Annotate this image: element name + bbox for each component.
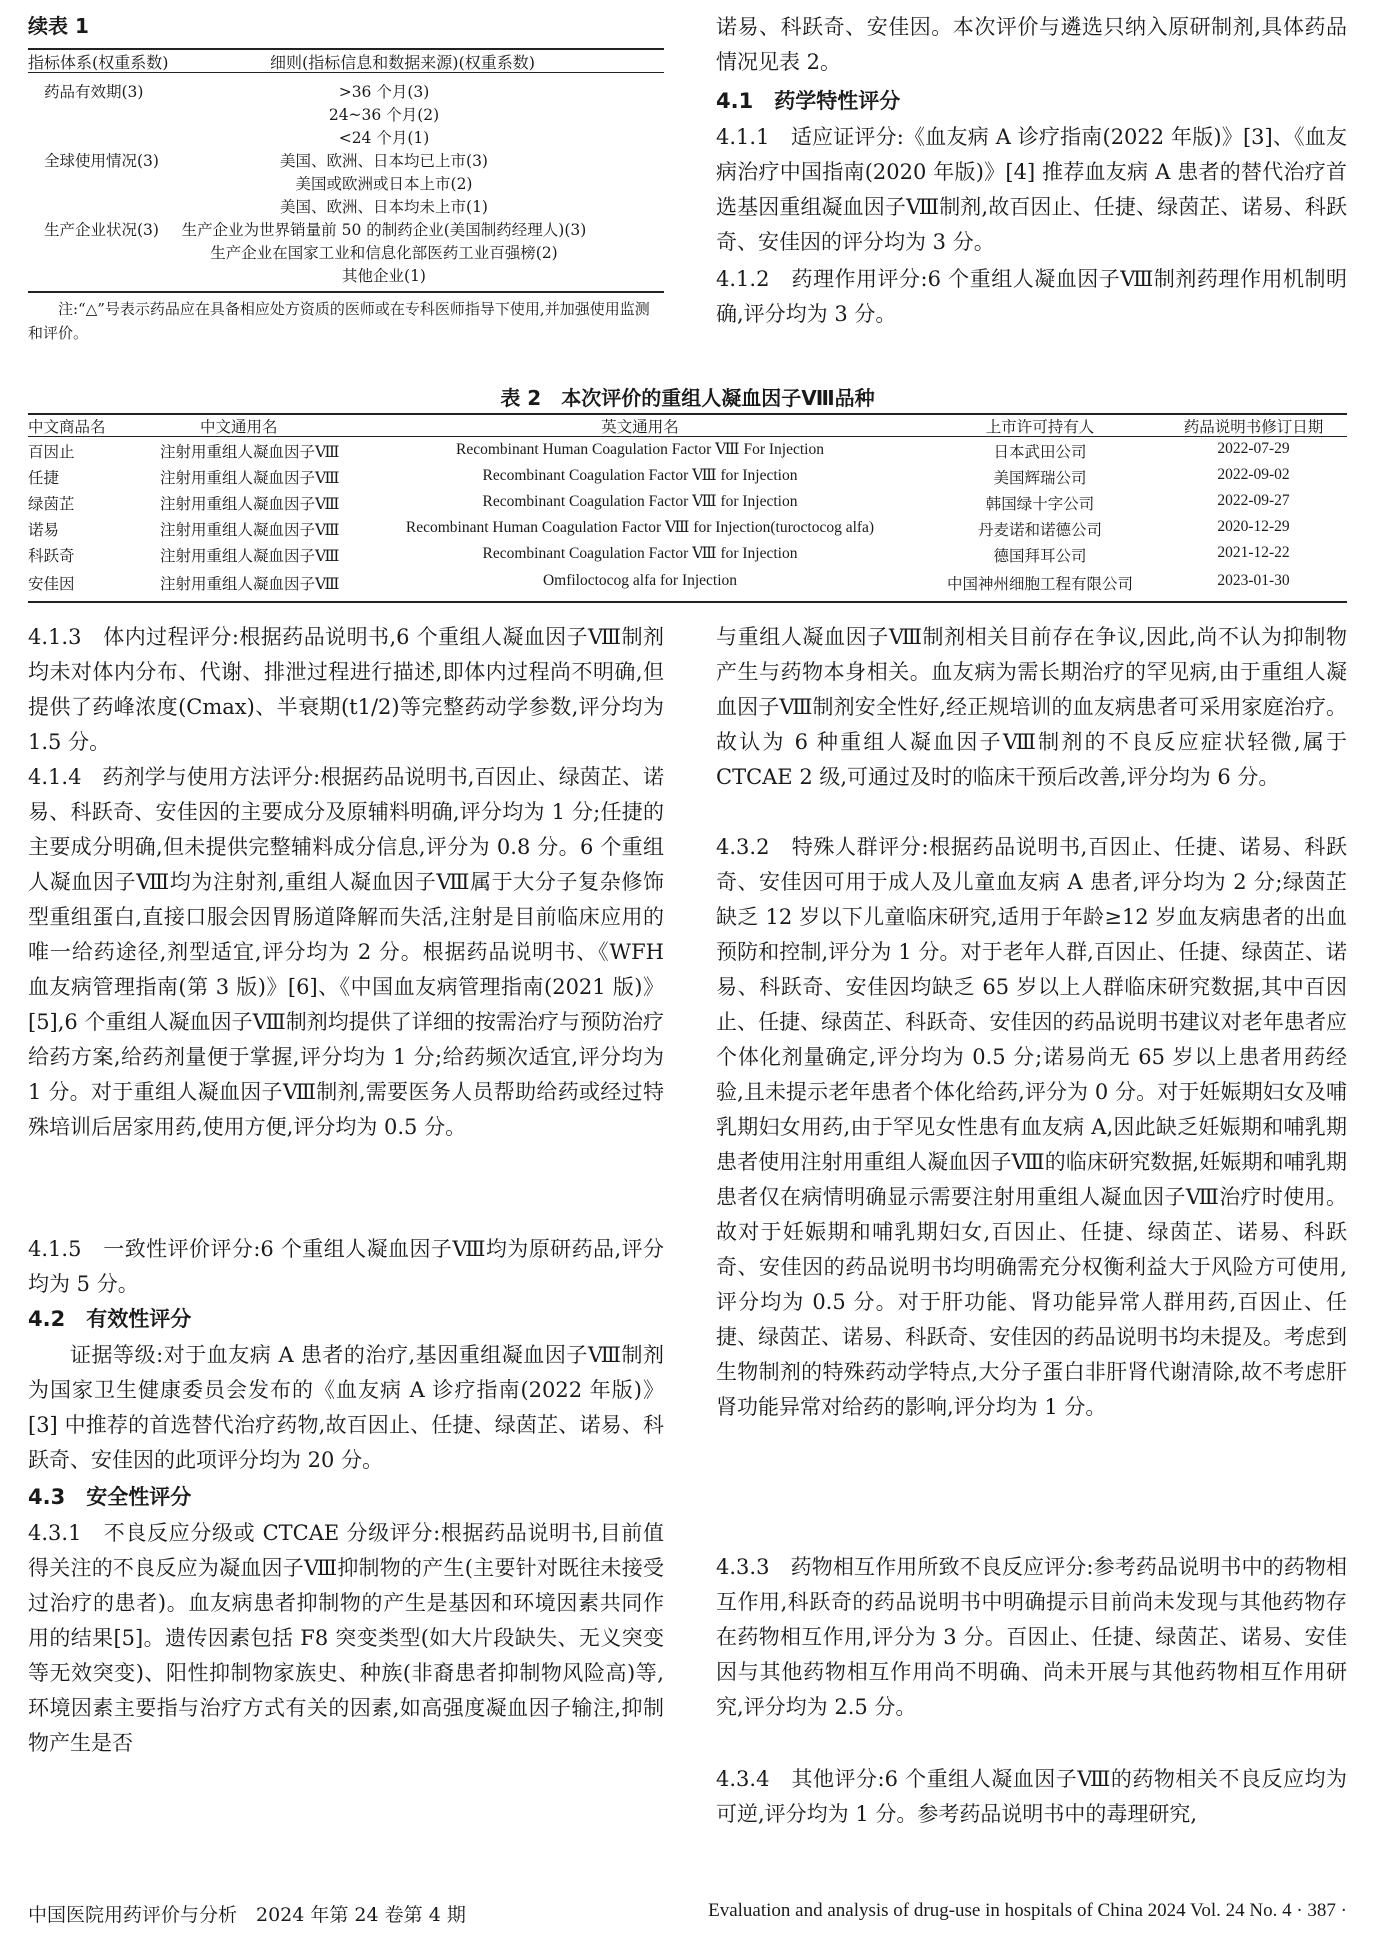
- table-rule: [28, 436, 1347, 437]
- section-heading: 4.3 安全性评分: [28, 1485, 192, 1509]
- table2-cell: 2023-01-30: [1217, 572, 1290, 589]
- paragraph: 4.1.1 适应证评分:《血友病 A 诊疗指南(2022 年版)》[3]、《血友病治疗中国指南(2020 年版)》[4] 推荐血友病 A 患者的替代治疗首选基因重组凝血因子Ⅷ制剂,故百因止、任捷、绿茵芷、诺易、科跃奇、安佳因的评分均为 3 分。: [716, 125, 1347, 254]
- table-detail-cell: 24~36 个月(2): [328, 106, 440, 124]
- table2-cell: 美国辉瑞公司: [993, 469, 1087, 487]
- section-heading: 4.1 药学特性评分: [716, 89, 901, 113]
- table2-title: 表 2 本次评价的重组人凝血因子Ⅷ品种: [500, 386, 875, 410]
- table-detail-cell: 生产企业在国家工业和信息化部医药工业百强榜(2): [210, 244, 558, 262]
- table2-cell: 注射用重组人凝血因子Ⅷ: [160, 547, 340, 565]
- table2-cell: 2022-09-27: [1217, 492, 1290, 509]
- journal-footer-english: Evaluation and analysis of drug-use in hospitals of China 2024 Vol. 24 No. 4 · 387 ·: [708, 1900, 1347, 1921]
- table2-cell: 科跃奇: [28, 547, 75, 565]
- table2-cell: 韩国绿十字公司: [985, 495, 1095, 513]
- table2-cell: 德国拜耳公司: [993, 547, 1087, 565]
- section-heading: 4.2 有效性评分: [28, 1307, 192, 1331]
- table2-cell: 日本武田公司: [993, 443, 1087, 461]
- table2-cell: Omfiloctocog alfa for Injection: [542, 572, 738, 589]
- table2-cell: 丹麦诺和诺德公司: [977, 521, 1102, 539]
- table2-cell: 注射用重组人凝血因子Ⅷ: [160, 443, 340, 461]
- paragraph: 与重组人凝血因子Ⅷ制剂相关目前存在争议,因此,尚不认为抑制物产生与药物本身相关。血友病为需长期治疗的罕见病,由于重组人凝血因子Ⅷ制剂安全性好,经正规培训的血友病患者可采用家庭治疗。故认为 6 种重组人凝血因子Ⅷ制剂的不良反应症状轻微,属于 CTCAE 2 级,可通过及时的临床干预后改善,评分均为 6 分。: [716, 625, 1347, 789]
- table2-header-cell: 中文通用名: [200, 418, 278, 436]
- paragraph: 4.3.3 药物相互作用所致不良反应评分:参考药品说明书中的药物相互作用,科跃奇的药品说明书中明确提示目前尚未发现与其他药物存在药物相互作用,评分为 3 分。百因止、任捷、绿茵芷、诺易、安佳因与其他药物相互作用尚不明确、尚未开展与其他药物相互作用研究,评分均为 2.5 分。: [716, 1555, 1347, 1719]
- table-category-cell: 全球使用情况(3): [44, 152, 159, 170]
- table2-cell: 2020-12-29: [1217, 518, 1290, 535]
- table2-header-cell: 药品说明书修订日期: [1183, 418, 1324, 436]
- table-category-cell: 药品有效期(3): [44, 83, 144, 101]
- table2-cell: 2022-07-29: [1217, 440, 1290, 457]
- paragraph: 4.1.3 体内过程评分:根据药品说明书,6 个重组人凝血因子Ⅷ制剂均未对体内分布、代谢、排泄过程进行描述,即体内过程尚不明确,但提供了药峰浓度(Cmax)、半衰期(t1/2)等完整药动学参数,评分均为 1.5 分。: [28, 625, 664, 754]
- table-rule: [28, 72, 664, 73]
- table-detail-cell: <24 个月(1): [338, 129, 430, 147]
- table2-cell: Recombinant Human Coagulation Factor Ⅷ for Injection(turoctocog alfa): [405, 519, 875, 536]
- table2-cell: Recombinant Coagulation Factor Ⅷ for Injection: [482, 493, 798, 510]
- paragraph: 4.1.2 药理作用评分:6 个重组人凝血因子Ⅷ制剂药理作用机制明确,评分均为 3 分。: [716, 267, 1347, 326]
- table2-cell: 2021-12-22: [1217, 544, 1290, 561]
- table-detail-cell: 其他企业(1): [342, 267, 426, 285]
- table2-cell: 诺易: [28, 521, 60, 539]
- table2-cell: 2022-09-02: [1217, 466, 1290, 483]
- table2-header-cell: 上市许可持有人: [985, 418, 1095, 436]
- paragraph: 4.3.4 其他评分:6 个重组人凝血因子Ⅷ的药物相关不良反应均为可逆,评分均为 1 分。参考药品说明书中的毒理研究,: [716, 1767, 1347, 1826]
- table2-header-cell: 英文通用名: [601, 418, 679, 436]
- table2-cell: 注射用重组人凝血因子Ⅷ: [160, 495, 340, 513]
- journal-footer: 中国医院用药评价与分析 2024 年第 24 卷第 4 期: [28, 1904, 466, 1926]
- paragraph: 4.1.4 药剂学与使用方法评分:根据药品说明书,百因止、绿茵芷、诺易、科跃奇、安佳因的主要成分及原辅料明确,评分均为 1 分;任捷的主要成分明确,但未提供完整辅料成分信息,评分为 0.8 分。6 个重组人凝血因子Ⅷ均为注射剂,重组人凝血因子Ⅷ属于大分子复杂修饰型重组蛋白,直接口服会因胃肠道降解而失活,注射是目前临床应用的唯一给药途径,剂型适宜,评分均为 2 分。根据药品说明书、《WFH 血友病管理指南(第 3 版)》[6]、《中国血友病管理指南(2021 版)》[5],6 个重组人凝血因子Ⅷ制剂均提供了详细的按需治疗与预防治疗给药方案,给药剂量便于掌握,评分均为 1 分;给药频次适宜,评分均为 1 分。对于重组人凝血因子Ⅷ制剂,需要医务人员帮助给药或经过特殊培训后居家用药,使用方便,评分均为 0.5 分。: [28, 765, 664, 1139]
- table2-cell: 注射用重组人凝血因子Ⅷ: [160, 521, 340, 539]
- paragraph: 4.3.1 不良反应分级或 CTCAE 分级评分:根据药品说明书,目前值得关注的不良反应为凝血因子Ⅷ抑制物的产生(主要针对既往未接受过治疗的患者)。血友病患者抑制物的产生是基因和环境因素共同作用的结果[5]。遗传因素包括 F8 突变类型(如大片段缺失、无义突变等无效突变)、阳性抑制物家族史、种族(非裔患者抑制物风险高)等,环境因素主要指与治疗方式有关的因素,如高强度凝血因子输注,抑制物产生是否: [28, 1521, 664, 1755]
- continued-table-title: 续表 1: [28, 14, 89, 38]
- table2-cell: Recombinant Coagulation Factor Ⅷ for Injection: [482, 467, 798, 484]
- table2-cell: 百因止: [28, 443, 75, 461]
- table-header-cell: 指标体系(权重系数): [28, 53, 169, 72]
- paragraph: 证据等级:对于血友病 A 患者的治疗,基因重组凝血因子Ⅷ制剂为国家卫生健康委员会发布的《血友病 A 诊疗指南(2022 年版)》[3] 中推荐的首选替代治疗药物,故百因止、任捷、绿茵芷、诺易、科跃奇、安佳因的此项评分均为 20 分。: [28, 1343, 664, 1472]
- paragraph: 诺易、科跃奇、安佳因。本次评价与遴选只纳入原研制剂,具体药品情况见表 2。: [716, 15, 1347, 74]
- table-category-cell: 生产企业状况(3): [44, 221, 159, 239]
- table2-cell: Recombinant Human Coagulation Factor Ⅷ For Injection: [456, 441, 824, 458]
- table2-cell: 注射用重组人凝血因子Ⅷ: [160, 469, 340, 487]
- table2-cell: 安佳因: [28, 575, 75, 593]
- table-detail-cell: 美国或欧洲或日本上市(2): [295, 175, 473, 193]
- table2-cell: 注射用重组人凝血因子Ⅷ: [160, 575, 340, 593]
- table-note: 注:“△”号表示药品应在具备相应处方资质的医师或在专科医师指导下使用,并加强使用监测和评价。: [28, 300, 650, 342]
- table-detail-cell: 生产企业为世界销量前 50 的制药企业(美国制药经理人)(3): [181, 221, 587, 239]
- table-rule: [28, 291, 664, 293]
- table-detail-cell: 美国、欧洲、日本均未上市(1): [280, 198, 488, 216]
- table2-cell: 绿茵芷: [28, 495, 75, 513]
- table-detail-cell: >36 个月(3): [338, 83, 430, 101]
- paragraph: 4.3.2 特殊人群评分:根据药品说明书,百因止、任捷、诺易、科跃奇、安佳因可用于成人及儿童血友病 A 患者,评分均为 2 分;绿茵芷缺乏 12 岁以下儿童临床研究,适用于年龄≥12 岁血友病患者的出血预防和控制,评分为 1 分。对于老年人群,百因止、任捷、绿茵芷、诺易、科跃奇、安佳因均缺乏 65 岁以上人群临床研究数据,其中百因止、任捷、绿茵芷、科跃奇、安佳因的药品说明书建议对老年患者应个体化剂量确定,评分均为 0.5 分;诺易尚无 65 岁以上患者用药经验,且未提示老年患者个体化给药,评分为 0 分。对于妊娠期妇女及哺乳期妇女用药,由于罕见女性患有血友病 A,因此缺乏妊娠期和哺乳期患者使用注射用重组人凝血因子Ⅷ的临床研究数据,妊娠期和哺乳期患者仅在病情明确显示需要注射用重组人凝血因子Ⅷ治疗时使用。故对于妊娠期和哺乳期妇女,百因止、任捷、绿茵芷、诺易、科跃奇、安佳因的药品说明书均明确需充分权衡利益大于风险方可使用,评分均为 0.5 分。对于肝功能、肾功能异常人群用药,百因止、任捷、绿茵芷、诺易、科跃奇、安佳因的药品说明书均未提及。考虑到生物制剂的特殊药动学特点,大分子蛋白非肝肾代谢清除,故不考虑肝肾功能异常对给药的影响,评分均为 1 分。: [716, 835, 1347, 1419]
- table-detail-cell: 美国、欧洲、日本均已上市(3): [280, 152, 488, 170]
- table-header-cell: 细则(指标信息和数据来源)(权重系数): [270, 53, 535, 72]
- table2-cell: Recombinant Coagulation Factor Ⅷ for Injection: [482, 545, 798, 562]
- paragraph: 4.1.5 一致性评价评分:6 个重组人凝血因子Ⅷ均为原研药品,评分均为 5 分。: [28, 1237, 664, 1296]
- table2-header-cell: 中文商品名: [28, 418, 106, 436]
- table-rule: [28, 601, 1347, 603]
- table2-cell: 中国神州细胞工程有限公司: [946, 575, 1133, 593]
- table2-cell: 任捷: [28, 469, 60, 487]
